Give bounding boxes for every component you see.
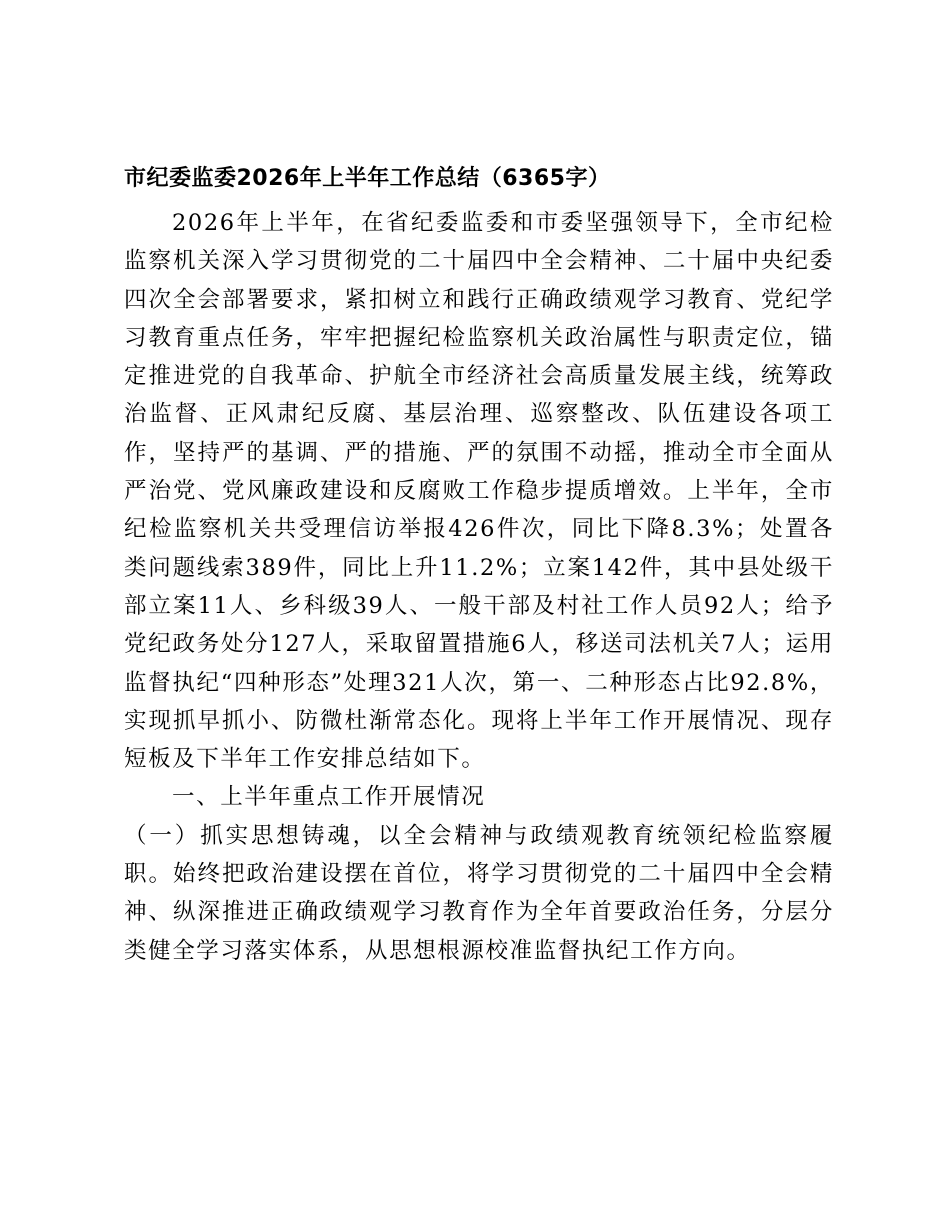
document-title: 市纪委监委2026年上半年工作总结（6365字）: [124, 166, 611, 191]
intro-paragraph: 2026年上半年，在省纪委监委和市委坚强领导下，全市纪检监察机关深入学习贯彻党的二十届四中全会精神、二十届中央纪委四次全会部署要求，紧扣树立和践行正确政绩观学习教育、党纪学习教育重点任务，牢牢把握纪检监察机关政治属性与职责定位，锚定推进党的自我革命、护航全市经济社会高质量发展主线，统筹政治监督、正风肃纪反腐、基层治理、巡察整改、队伍建设各项工作，坚持严的基调、严的措施、严的氛围不动摇，推动全市全面从严治党、党风廉政建设和反腐败工作稳步提质增效。上半年，全市纪检监察机关共受理信访举报426件次，同比下降8.3%；处置各类问题线索389件，同比上升11.2%；立案142件，其中县处级干部立案11人、乡科级39人、一般干部及村社工作人员92人；给予党纪政务处分127人，采取留置措施6人，移送司法机关7人；运用监督执纪“四种形态”处理321人次，第一、二种形态占比92.8%，实现抓早抓小、防微杜渐常态化。现将上半年工作开展情况、现存短板及下半年工作安排总结如下。: [124, 210, 834, 773]
section-heading: 一、上半年重点工作开展情况: [172, 784, 486, 811]
subsection-paragraph: （一）抓实思想铸魂，以全会精神与政绩观教育统领纪检监察履职。始终把政治建设摆在首位，将学习贯彻党的二十届四中全会精神、纵深推进正确政绩观学习教育作为全年首要政治任务，分层分类健全学习落实体系，从思想根源校准监督执纪工作方向。: [124, 822, 834, 964]
document-body: [124, 154, 834, 970]
